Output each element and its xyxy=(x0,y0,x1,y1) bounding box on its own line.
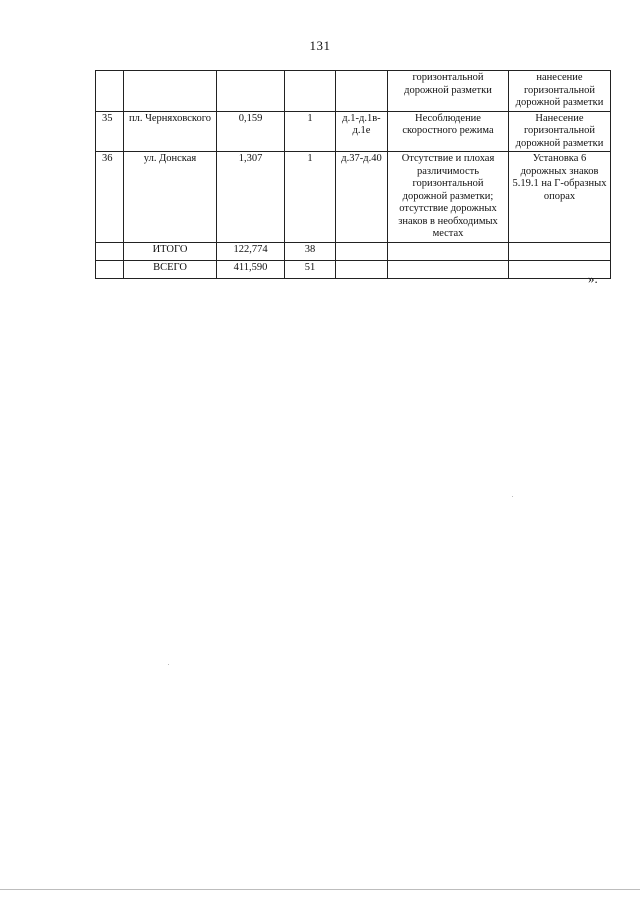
table-row-grand-total xyxy=(96,260,611,278)
cell-measure: Нанесение горизонтальной дорожной разметки xyxy=(509,111,611,152)
cell-section xyxy=(336,71,388,112)
registry-table xyxy=(95,70,611,279)
cell-section xyxy=(336,260,388,278)
cell-cause xyxy=(388,242,509,260)
cell-measure: нанесение горизонтальной дорожной разметки xyxy=(509,71,611,112)
total-count: 38 xyxy=(285,242,336,260)
total-label: ИТОГО xyxy=(124,242,217,260)
cell-count: 1 xyxy=(285,111,336,152)
table-row-continuation xyxy=(96,71,611,112)
cell-cause: Отсутствие и плохая различимость горизонтальной дорожной разметки; отсутствие дорожных знаков в необходимых местах xyxy=(388,152,509,243)
cell-length xyxy=(217,71,285,112)
cell-length: 1,307 xyxy=(217,152,285,243)
cell-measure xyxy=(509,242,611,260)
cell-cause: горизонтальной дорожной разметки xyxy=(388,71,509,112)
table-row xyxy=(96,111,611,152)
cell-street: ул. Донская xyxy=(124,152,217,243)
cell-street xyxy=(124,71,217,112)
cell-measure: Установка 6 дорожных знаков 5.19.1 на Г-образных опорах xyxy=(509,152,611,243)
cell-cause: Несоблюдение скоростного режима xyxy=(388,111,509,152)
cell-cause xyxy=(388,260,509,278)
table-row xyxy=(96,152,611,243)
cell-section xyxy=(336,242,388,260)
cell-section: д.37-д.40 xyxy=(336,152,388,243)
grand-total-count: 51 xyxy=(285,260,336,278)
grand-total-length: 411,590 xyxy=(217,260,285,278)
table-row-total xyxy=(96,242,611,260)
cell-no xyxy=(96,242,124,260)
cell-no xyxy=(96,260,124,278)
total-length: 122,774 xyxy=(217,242,285,260)
scan-speck xyxy=(168,664,169,665)
scan-bottom-edge xyxy=(0,889,640,890)
cell-section: д.1-д.1в-д.1е xyxy=(336,111,388,152)
page-number: 131 xyxy=(309,38,331,53)
cell-count xyxy=(285,71,336,112)
cell-no: 35 xyxy=(96,111,124,152)
cell-length: 0,159 xyxy=(217,111,285,152)
scan-speck xyxy=(512,496,513,497)
cell-count: 1 xyxy=(285,152,336,243)
grand-total-label: ВСЕГО xyxy=(124,260,217,278)
cell-no: 36 xyxy=(96,152,124,243)
closing-quote-mark: ». xyxy=(588,271,598,286)
cell-street: пл. Черняховского xyxy=(124,111,217,152)
cell-no xyxy=(96,71,124,112)
